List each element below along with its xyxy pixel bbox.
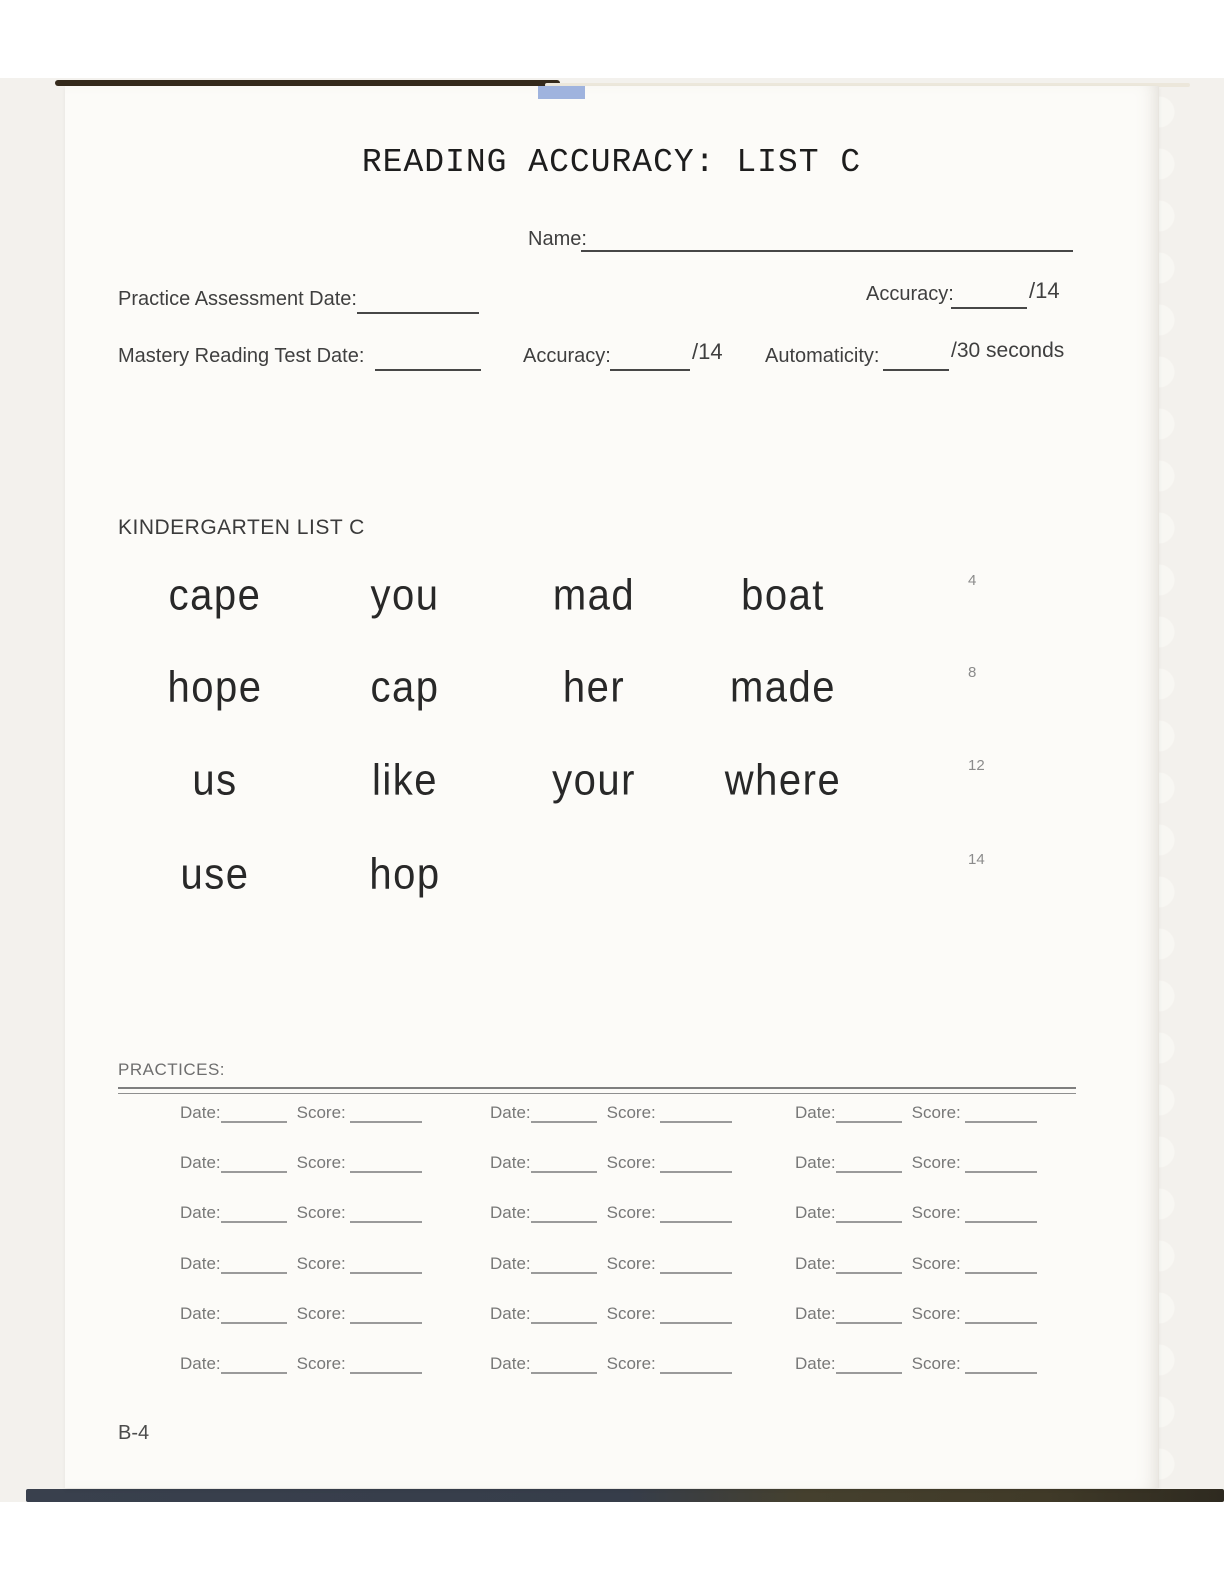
date-label: Date: bbox=[180, 1304, 221, 1323]
practice-cell bbox=[795, 1254, 1037, 1274]
practice-cell bbox=[180, 1304, 422, 1324]
practice-cell bbox=[795, 1103, 1037, 1123]
score-blank-line bbox=[965, 1156, 1037, 1173]
score-blank-line bbox=[350, 1357, 422, 1374]
date-blank-line bbox=[836, 1357, 902, 1374]
date-label: Date: bbox=[795, 1203, 836, 1222]
practice-cell bbox=[795, 1203, 1037, 1223]
practice-cell bbox=[795, 1153, 1037, 1173]
practice-cell bbox=[490, 1153, 732, 1173]
date-blank-line bbox=[221, 1206, 287, 1223]
score-label: Score: bbox=[911, 1304, 961, 1323]
practice-cell bbox=[180, 1153, 422, 1173]
score-blank-line bbox=[350, 1106, 422, 1123]
score-blank-line bbox=[660, 1106, 732, 1123]
word: hope bbox=[167, 663, 263, 712]
date-label: Date: bbox=[180, 1254, 221, 1273]
mastery-test-date-label: Mastery Reading Test Date: bbox=[118, 345, 365, 367]
score-blank-line bbox=[965, 1307, 1037, 1324]
date-blank-line bbox=[221, 1257, 287, 1274]
practice-cell bbox=[490, 1203, 732, 1223]
name-label: Name: bbox=[528, 228, 587, 250]
word: us bbox=[192, 756, 238, 805]
date-blank-line bbox=[531, 1307, 597, 1324]
date-blank-line bbox=[531, 1156, 597, 1173]
score-label: Score: bbox=[606, 1354, 656, 1373]
score-label: Score: bbox=[911, 1203, 961, 1222]
perforated-edge bbox=[1157, 86, 1194, 1488]
practice-cell bbox=[795, 1354, 1037, 1374]
date-label: Date: bbox=[490, 1304, 531, 1323]
date-blank-line bbox=[836, 1156, 902, 1173]
score-label: Score: bbox=[606, 1153, 656, 1172]
date-blank-line bbox=[531, 1206, 597, 1223]
date-label: Date: bbox=[180, 1203, 221, 1222]
word-count: 14 bbox=[968, 851, 985, 868]
score-blank-line bbox=[660, 1257, 732, 1274]
score-label: Score: bbox=[606, 1304, 656, 1323]
date-label: Date: bbox=[490, 1254, 531, 1273]
practice-cell bbox=[490, 1354, 732, 1374]
score-label: Score: bbox=[911, 1103, 961, 1122]
word: your bbox=[552, 756, 636, 805]
score-blank-line bbox=[660, 1206, 732, 1223]
practice-cell bbox=[180, 1203, 422, 1223]
practice-cell bbox=[180, 1103, 422, 1123]
word: mad bbox=[552, 571, 636, 620]
score-blank-line bbox=[350, 1257, 422, 1274]
date-blank-line bbox=[221, 1106, 287, 1123]
score-blank-line bbox=[350, 1156, 422, 1173]
date-label: Date: bbox=[490, 1203, 531, 1222]
practices-grid bbox=[65, 86, 1158, 1488]
date-label: Date: bbox=[795, 1254, 836, 1273]
practice-cell bbox=[795, 1304, 1037, 1324]
score-blank-line bbox=[965, 1206, 1037, 1223]
date-blank-line bbox=[531, 1357, 597, 1374]
score-label: Score: bbox=[911, 1153, 961, 1172]
score-label: Score: bbox=[911, 1254, 961, 1273]
word-count: 8 bbox=[968, 664, 977, 681]
automaticity-label: Automaticity: bbox=[765, 345, 880, 367]
date-label: Date: bbox=[490, 1103, 531, 1122]
score-label: Score: bbox=[296, 1304, 346, 1323]
date-blank-line bbox=[221, 1156, 287, 1173]
word-count: 12 bbox=[968, 757, 985, 774]
automaticity-denominator: /30 seconds bbox=[951, 339, 1065, 362]
date-blank-line bbox=[836, 1257, 902, 1274]
date-label: Date: bbox=[795, 1153, 836, 1172]
score-label: Score: bbox=[296, 1103, 346, 1122]
practice-cell bbox=[490, 1304, 732, 1324]
word: like bbox=[371, 756, 439, 805]
practices-heading: PRACTICES: bbox=[118, 1060, 226, 1079]
score-label: Score: bbox=[606, 1203, 656, 1222]
date-blank-line bbox=[221, 1307, 287, 1324]
date-label: Date: bbox=[795, 1103, 836, 1122]
word: cape bbox=[168, 571, 262, 620]
worksheet-page bbox=[65, 86, 1159, 1488]
date-label: Date: bbox=[490, 1153, 531, 1172]
word-count: 4 bbox=[968, 572, 977, 589]
bottom-binder-band bbox=[26, 1489, 1224, 1502]
practice-assessment-date-label: Practice Assessment Date: bbox=[118, 288, 357, 310]
date-label: Date: bbox=[180, 1153, 221, 1172]
practice-cell bbox=[180, 1354, 422, 1374]
practice-cell bbox=[490, 1254, 732, 1274]
date-blank-line bbox=[836, 1206, 902, 1223]
score-label: Score: bbox=[911, 1354, 961, 1373]
score-blank-line bbox=[350, 1206, 422, 1223]
word: her bbox=[562, 663, 626, 712]
word: boat bbox=[741, 571, 825, 620]
score-label: Score: bbox=[606, 1254, 656, 1273]
practice-cell bbox=[180, 1254, 422, 1274]
practice-cell bbox=[490, 1103, 732, 1123]
accuracy-denominator: /14 bbox=[1029, 278, 1060, 303]
date-blank-line bbox=[221, 1357, 287, 1374]
score-blank-line bbox=[965, 1357, 1037, 1374]
list-heading: KINDERGARTEN LIST C bbox=[118, 516, 365, 539]
date-blank-line bbox=[531, 1106, 597, 1123]
date-label: Date: bbox=[795, 1354, 836, 1373]
date-label: Date: bbox=[795, 1304, 836, 1323]
score-blank-line bbox=[660, 1307, 732, 1324]
score-label: Score: bbox=[296, 1203, 346, 1222]
page-title: READING ACCURACY: LIST C bbox=[361, 144, 862, 181]
mastery-accuracy-label: Accuracy: bbox=[523, 345, 611, 367]
page-number: B-4 bbox=[118, 1422, 150, 1444]
accuracy-label: Accuracy: bbox=[866, 283, 954, 305]
word: where bbox=[724, 756, 842, 805]
word: you bbox=[370, 571, 440, 620]
word: use bbox=[180, 850, 250, 899]
score-blank-line bbox=[965, 1106, 1037, 1123]
date-label: Date: bbox=[180, 1354, 221, 1373]
score-blank-line bbox=[660, 1357, 732, 1374]
score-blank-line bbox=[660, 1156, 732, 1173]
score-label: Score: bbox=[296, 1254, 346, 1273]
score-label: Score: bbox=[296, 1354, 346, 1373]
word: made bbox=[729, 663, 837, 712]
score-label: Score: bbox=[606, 1103, 656, 1122]
word: cap bbox=[370, 663, 440, 712]
score-label: Score: bbox=[296, 1153, 346, 1172]
mastery-accuracy-denominator: /14 bbox=[692, 339, 723, 364]
date-label: Date: bbox=[180, 1103, 221, 1122]
date-blank-line bbox=[531, 1257, 597, 1274]
date-blank-line bbox=[836, 1307, 902, 1324]
score-blank-line bbox=[965, 1257, 1037, 1274]
date-label: Date: bbox=[490, 1354, 531, 1373]
score-blank-line bbox=[350, 1307, 422, 1324]
date-blank-line bbox=[836, 1106, 902, 1123]
word: hop bbox=[369, 850, 441, 899]
